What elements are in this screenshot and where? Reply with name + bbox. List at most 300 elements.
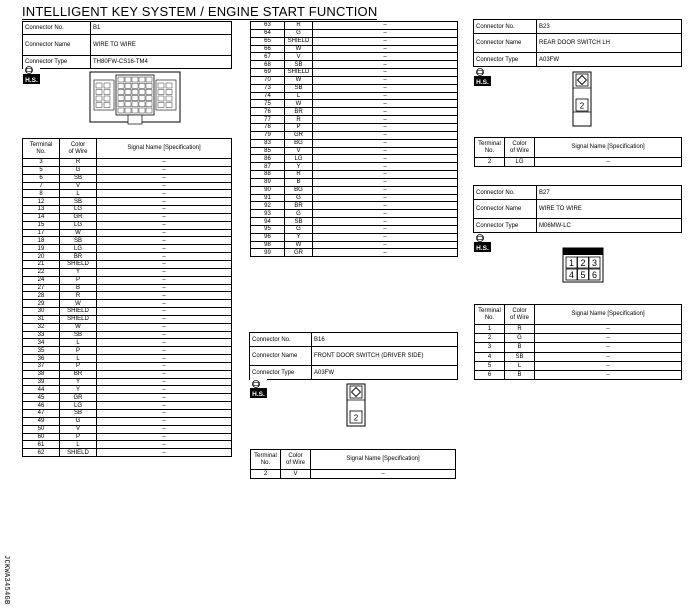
signal-name: –	[97, 331, 232, 339]
terminal-no: 60	[23, 433, 60, 441]
wire-color: L	[60, 339, 97, 347]
signal-name: –	[535, 361, 682, 370]
terminal-no: 89	[251, 178, 285, 186]
terminal-no: 98	[251, 241, 285, 249]
wire-color: BR	[285, 202, 313, 210]
wire-color: B	[285, 178, 313, 186]
signal-name: –	[97, 323, 232, 331]
signal-name: –	[97, 300, 232, 308]
terminal-no: 66	[251, 45, 285, 53]
terminal-row	[23, 417, 232, 425]
terminal-row	[23, 355, 232, 363]
wire-color: B	[505, 370, 535, 379]
signal-name: –	[97, 292, 232, 300]
terminal-no: 30	[23, 308, 60, 316]
wire-color: B	[60, 284, 97, 292]
wire-color: SB	[60, 174, 97, 182]
b1-terminal-header	[23, 139, 232, 159]
b16-connector-name-row	[250, 347, 458, 366]
b1-info-table	[22, 21, 232, 69]
terminal-no: 85	[251, 147, 285, 155]
wire-color: B	[505, 343, 535, 352]
b1-connector-type: TH80FW-CS16-TM4	[91, 56, 232, 69]
terminal-no: 32	[23, 323, 60, 331]
terminal-row	[475, 158, 682, 167]
terminal-no-header: Terminal No.	[23, 139, 60, 159]
wire-color: V	[285, 147, 313, 155]
terminal-row	[23, 159, 232, 167]
terminal-no: 33	[23, 331, 60, 339]
terminal-row	[23, 213, 232, 221]
b27-connector-name: WIRE TO WIRE	[537, 200, 682, 219]
terminal-row	[251, 178, 458, 186]
wire-color-header: Color of Wire	[505, 305, 535, 325]
signal-name: –	[313, 155, 458, 163]
b27-pin-1: 1	[568, 258, 575, 268]
signal-name: –	[313, 139, 458, 147]
signal-name: –	[311, 470, 456, 479]
terminal-row	[23, 221, 232, 229]
signal-name-header: Signal Name [Specification]	[311, 450, 456, 470]
b27-connector-type: M06MW-LC	[537, 219, 682, 233]
b1-connector-type-row	[23, 56, 232, 69]
signal-name: –	[313, 241, 458, 249]
signal-name: –	[97, 276, 232, 284]
terminal-no: 36	[23, 355, 60, 363]
b16-connector-no-row	[250, 333, 458, 347]
signal-name: –	[535, 343, 682, 352]
signal-name: –	[97, 386, 232, 394]
wire-color: SB	[60, 331, 97, 339]
wire-color: L	[60, 441, 97, 449]
b27-pin-3: 3	[591, 258, 598, 268]
terminal-no: 19	[23, 245, 60, 253]
b23-connector-type-row	[474, 53, 682, 67]
terminal-row	[251, 225, 458, 233]
document-code: JCKWA3454GB	[2, 555, 10, 605]
b16-info-table	[249, 332, 458, 380]
b27-pin-5: 5	[580, 270, 586, 280]
svg-text:H.S.: H.S.	[25, 77, 38, 84]
wire-color: R	[505, 325, 535, 334]
terminal-row	[475, 325, 682, 334]
wire-color: V	[60, 425, 97, 433]
wire-color: LG	[60, 221, 97, 229]
terminal-no: 20	[23, 253, 60, 261]
terminal-row	[251, 241, 458, 249]
terminal-no: 37	[23, 362, 60, 370]
wire-color: LG	[505, 158, 535, 167]
terminal-row	[23, 386, 232, 394]
wire-color: R	[285, 22, 313, 30]
terminal-no: 92	[251, 202, 285, 210]
wire-color: LG	[60, 402, 97, 410]
signal-name: –	[97, 198, 232, 206]
signal-name: –	[97, 315, 232, 323]
terminal-no: 93	[251, 210, 285, 218]
harness-side-icon	[474, 233, 491, 252]
harness-side-icon	[23, 65, 40, 84]
terminal-no: 76	[251, 108, 285, 116]
wire-color: L	[60, 355, 97, 363]
b23-connector-name: REAR DOOR SWITCH LH	[537, 34, 682, 53]
signal-name: –	[97, 190, 232, 198]
terminal-row	[251, 108, 458, 116]
wire-color: LG	[60, 206, 97, 214]
signal-name-header: Signal Name [Specification]	[535, 305, 682, 325]
terminal-row	[23, 402, 232, 410]
b27-pin-4: 4	[568, 270, 575, 280]
wire-color: R	[285, 116, 313, 124]
signal-name: –	[313, 233, 458, 241]
signal-name: –	[97, 410, 232, 418]
signal-name: –	[97, 394, 232, 402]
terminal-no: 79	[251, 131, 285, 139]
wire-color: BR	[285, 108, 313, 116]
wire-color: G	[285, 225, 313, 233]
wire-color: G	[285, 29, 313, 37]
signal-name: –	[97, 355, 232, 363]
signal-name: –	[313, 92, 458, 100]
terminal-no: 22	[23, 268, 60, 276]
wire-color: P	[60, 433, 97, 441]
terminal-row	[23, 166, 232, 174]
terminal-no: 90	[251, 186, 285, 194]
signal-name: –	[313, 37, 458, 45]
b16-terminal-header	[251, 450, 456, 470]
connector-type-label: Connector Type	[23, 56, 91, 69]
terminal-row	[251, 29, 458, 37]
terminal-no: 49	[23, 417, 60, 425]
signal-name: –	[97, 449, 232, 457]
terminal-no: 78	[251, 123, 285, 131]
signal-name: –	[97, 402, 232, 410]
connector-type-label: Connector Type	[250, 366, 312, 380]
terminal-no: 5	[23, 166, 60, 174]
wire-color: BG	[285, 139, 313, 147]
terminal-row	[23, 292, 232, 300]
signal-name: –	[313, 178, 458, 186]
terminal-no: 95	[251, 225, 285, 233]
terminal-row	[23, 260, 232, 268]
terminal-row	[23, 190, 232, 198]
svg-text:H.S.: H.S.	[476, 245, 489, 252]
wire-color: V	[60, 182, 97, 190]
connector-name-label: Connector Name	[474, 34, 537, 53]
b23-connector-no: B23	[537, 20, 682, 34]
wire-color: GR	[285, 131, 313, 139]
signal-name: –	[313, 76, 458, 84]
harness-side-icon	[474, 67, 491, 86]
b27-connector-name-row	[474, 200, 682, 219]
terminal-no: 96	[251, 233, 285, 241]
signal-name: –	[313, 116, 458, 124]
terminal-no: 3	[475, 343, 505, 352]
wire-color: Y	[285, 233, 313, 241]
signal-name: –	[97, 425, 232, 433]
signal-name: –	[97, 260, 232, 268]
b1-connector-name: WIRE TO WIRE	[91, 35, 232, 56]
signal-name: –	[97, 221, 232, 229]
terminal-no: 45	[23, 394, 60, 402]
terminal-no: 13	[23, 206, 60, 214]
signal-name: –	[313, 29, 458, 37]
signal-name: –	[313, 225, 458, 233]
terminal-row	[251, 249, 458, 257]
b27-connector-no: B27	[537, 186, 682, 200]
signal-name: –	[313, 249, 458, 257]
terminal-row	[23, 268, 232, 276]
wire-color: P	[60, 276, 97, 284]
wire-color: R	[60, 159, 97, 167]
terminal-row	[23, 174, 232, 182]
terminal-row	[251, 202, 458, 210]
terminal-no: 63	[251, 22, 285, 30]
wire-color: R	[285, 171, 313, 179]
terminal-row	[251, 100, 458, 108]
terminal-no: 1	[475, 325, 505, 334]
terminal-no-header: Terminal No.	[475, 305, 505, 325]
b16-connector-type-row	[250, 366, 458, 380]
terminal-no: 74	[251, 92, 285, 100]
terminal-no: 68	[251, 61, 285, 69]
wire-color: W	[285, 45, 313, 53]
terminal-row	[23, 276, 232, 284]
wire-color: P	[60, 347, 97, 355]
terminal-no: 77	[251, 116, 285, 124]
terminal-no: 87	[251, 163, 285, 171]
wire-color: BR	[60, 370, 97, 378]
terminal-no: 29	[23, 300, 60, 308]
signal-name: –	[535, 325, 682, 334]
signal-name: –	[535, 352, 682, 361]
wire-color: G	[60, 417, 97, 425]
terminal-row	[251, 76, 458, 84]
signal-name: –	[313, 69, 458, 77]
terminal-row	[251, 22, 458, 30]
terminal-row	[251, 155, 458, 163]
signal-name: –	[97, 370, 232, 378]
b16-terminal-table	[250, 449, 456, 479]
signal-name: –	[313, 171, 458, 179]
terminal-row	[251, 37, 458, 45]
wire-color: SHIELD	[285, 69, 313, 77]
terminal-row	[475, 334, 682, 343]
b23-connector-no-row	[474, 20, 682, 34]
connector-no-label: Connector No.	[474, 186, 537, 200]
signal-name: –	[97, 308, 232, 316]
signal-name: –	[313, 147, 458, 155]
harness-side-icon	[250, 379, 267, 398]
svg-text:H.S.: H.S.	[252, 391, 265, 398]
terminal-no: 83	[251, 139, 285, 147]
b23-connector-type: A03FW	[537, 53, 682, 67]
terminal-no: 31	[23, 315, 60, 323]
terminal-no: 39	[23, 378, 60, 386]
signal-name: –	[313, 210, 458, 218]
signal-name: –	[97, 159, 232, 167]
signal-name: –	[97, 378, 232, 386]
wire-color: Y	[60, 268, 97, 276]
terminal-no: 86	[251, 155, 285, 163]
terminal-no: 21	[23, 260, 60, 268]
signal-name: –	[313, 186, 458, 194]
wire-color: G	[285, 194, 313, 202]
signal-name: –	[313, 194, 458, 202]
terminal-no: 2	[251, 470, 281, 479]
terminal-row	[23, 441, 232, 449]
wire-color: R	[60, 292, 97, 300]
b16-connector-name: FRONT DOOR SWITCH (DRIVER SIDE)	[312, 347, 458, 366]
signal-name: –	[313, 53, 458, 61]
signal-name: –	[97, 206, 232, 214]
terminal-no: 18	[23, 237, 60, 245]
signal-name: –	[97, 441, 232, 449]
signal-name: –	[97, 362, 232, 370]
terminal-row	[251, 186, 458, 194]
wire-color: BG	[285, 186, 313, 194]
terminal-no: 99	[251, 249, 285, 257]
terminal-no: 5	[475, 361, 505, 370]
signal-name: –	[313, 202, 458, 210]
terminal-no: 94	[251, 218, 285, 226]
terminal-row	[251, 233, 458, 241]
wire-color: SHIELD	[60, 308, 97, 316]
connector-name-label: Connector Name	[474, 200, 537, 219]
signal-name: –	[97, 182, 232, 190]
wire-color: W	[60, 229, 97, 237]
wire-color: SB	[60, 237, 97, 245]
terminal-no: 44	[23, 386, 60, 394]
wire-color: SB	[285, 218, 313, 226]
signal-name: –	[535, 370, 682, 379]
terminal-row	[251, 171, 458, 179]
wire-color: W	[60, 300, 97, 308]
terminal-no: 69	[251, 69, 285, 77]
terminal-no: 2	[475, 158, 505, 167]
wire-color: SHIELD	[60, 260, 97, 268]
wire-color: G	[505, 334, 535, 343]
b1-connector-no-row	[23, 22, 232, 35]
wire-color-header: Color of Wire	[281, 450, 311, 470]
terminal-row	[251, 84, 458, 92]
b23-connector-name-row	[474, 34, 682, 53]
b1-connector-no: B1	[91, 22, 232, 35]
connector-no-label: Connector No.	[23, 22, 91, 35]
signal-name: –	[97, 174, 232, 182]
terminal-row	[23, 284, 232, 292]
wire-color: SB	[285, 61, 313, 69]
terminal-no: 50	[23, 425, 60, 433]
terminal-row	[23, 347, 232, 355]
terminal-no: 91	[251, 194, 285, 202]
signal-name: –	[313, 131, 458, 139]
terminal-row	[23, 410, 232, 418]
terminal-row	[23, 308, 232, 316]
signal-name: –	[97, 229, 232, 237]
b23-connector-face	[571, 71, 595, 127]
terminal-row	[23, 339, 232, 347]
terminal-no: 62	[23, 449, 60, 457]
wire-color: G	[60, 166, 97, 174]
terminal-no: 6	[475, 370, 505, 379]
b1-terminal-table-1	[22, 138, 232, 457]
wire-color: SHIELD	[60, 449, 97, 457]
wire-color-header: Color of Wire	[60, 139, 97, 159]
wire-color: SB	[60, 410, 97, 418]
terminal-no: 12	[23, 198, 60, 206]
page-title: INTELLIGENT KEY SYSTEM / ENGINE START FUNCTION	[22, 4, 378, 19]
b27-connector-face	[560, 246, 606, 284]
terminal-row	[251, 69, 458, 77]
signal-name: –	[535, 334, 682, 343]
terminal-row	[23, 331, 232, 339]
wire-color: W	[285, 76, 313, 84]
terminal-row	[251, 194, 458, 202]
terminal-row	[251, 123, 458, 131]
terminal-row	[23, 370, 232, 378]
wire-color: V	[285, 53, 313, 61]
terminal-row	[251, 218, 458, 226]
terminal-no-header: Terminal No.	[251, 450, 281, 470]
terminal-no: 88	[251, 171, 285, 179]
signal-name: –	[97, 237, 232, 245]
signal-name: –	[97, 245, 232, 253]
terminal-no: 7	[23, 182, 60, 190]
terminal-row	[251, 163, 458, 171]
terminal-no: 4	[475, 352, 505, 361]
terminal-no: 27	[23, 284, 60, 292]
b27-connector-no-row	[474, 186, 682, 200]
terminal-row	[251, 116, 458, 124]
b23-info-table	[473, 19, 682, 67]
terminal-row	[23, 253, 232, 261]
terminal-row	[475, 370, 682, 379]
terminal-row	[251, 147, 458, 155]
signal-name: –	[97, 253, 232, 261]
terminal-no: 24	[23, 276, 60, 284]
wire-color: W	[285, 241, 313, 249]
wire-color: Y	[285, 163, 313, 171]
terminal-row	[23, 198, 232, 206]
wire-color: V	[281, 470, 311, 479]
terminal-row	[23, 449, 232, 457]
wire-color: SB	[285, 84, 313, 92]
terminal-no: 3	[23, 159, 60, 167]
terminal-row	[23, 237, 232, 245]
connector-name-label: Connector Name	[250, 347, 312, 366]
connector-name-label: Connector Name	[23, 35, 91, 56]
wire-color: L	[60, 190, 97, 198]
terminal-row	[23, 362, 232, 370]
terminal-no: 15	[23, 221, 60, 229]
terminal-no: 73	[251, 84, 285, 92]
signal-name: –	[313, 218, 458, 226]
wire-color: W	[60, 323, 97, 331]
signal-name: –	[97, 166, 232, 174]
signal-name: –	[97, 417, 232, 425]
wire-color: L	[285, 92, 313, 100]
wire-color: SB	[505, 352, 535, 361]
terminal-no-header: Terminal No.	[475, 138, 505, 158]
b1-connector-face	[88, 70, 184, 128]
b27-info-table	[473, 185, 682, 233]
b16-connector-no: B16	[312, 333, 458, 347]
terminal-no: 28	[23, 292, 60, 300]
b27-pin-6: 6	[591, 270, 598, 280]
terminal-row	[475, 352, 682, 361]
b16-connector-face	[345, 383, 369, 427]
